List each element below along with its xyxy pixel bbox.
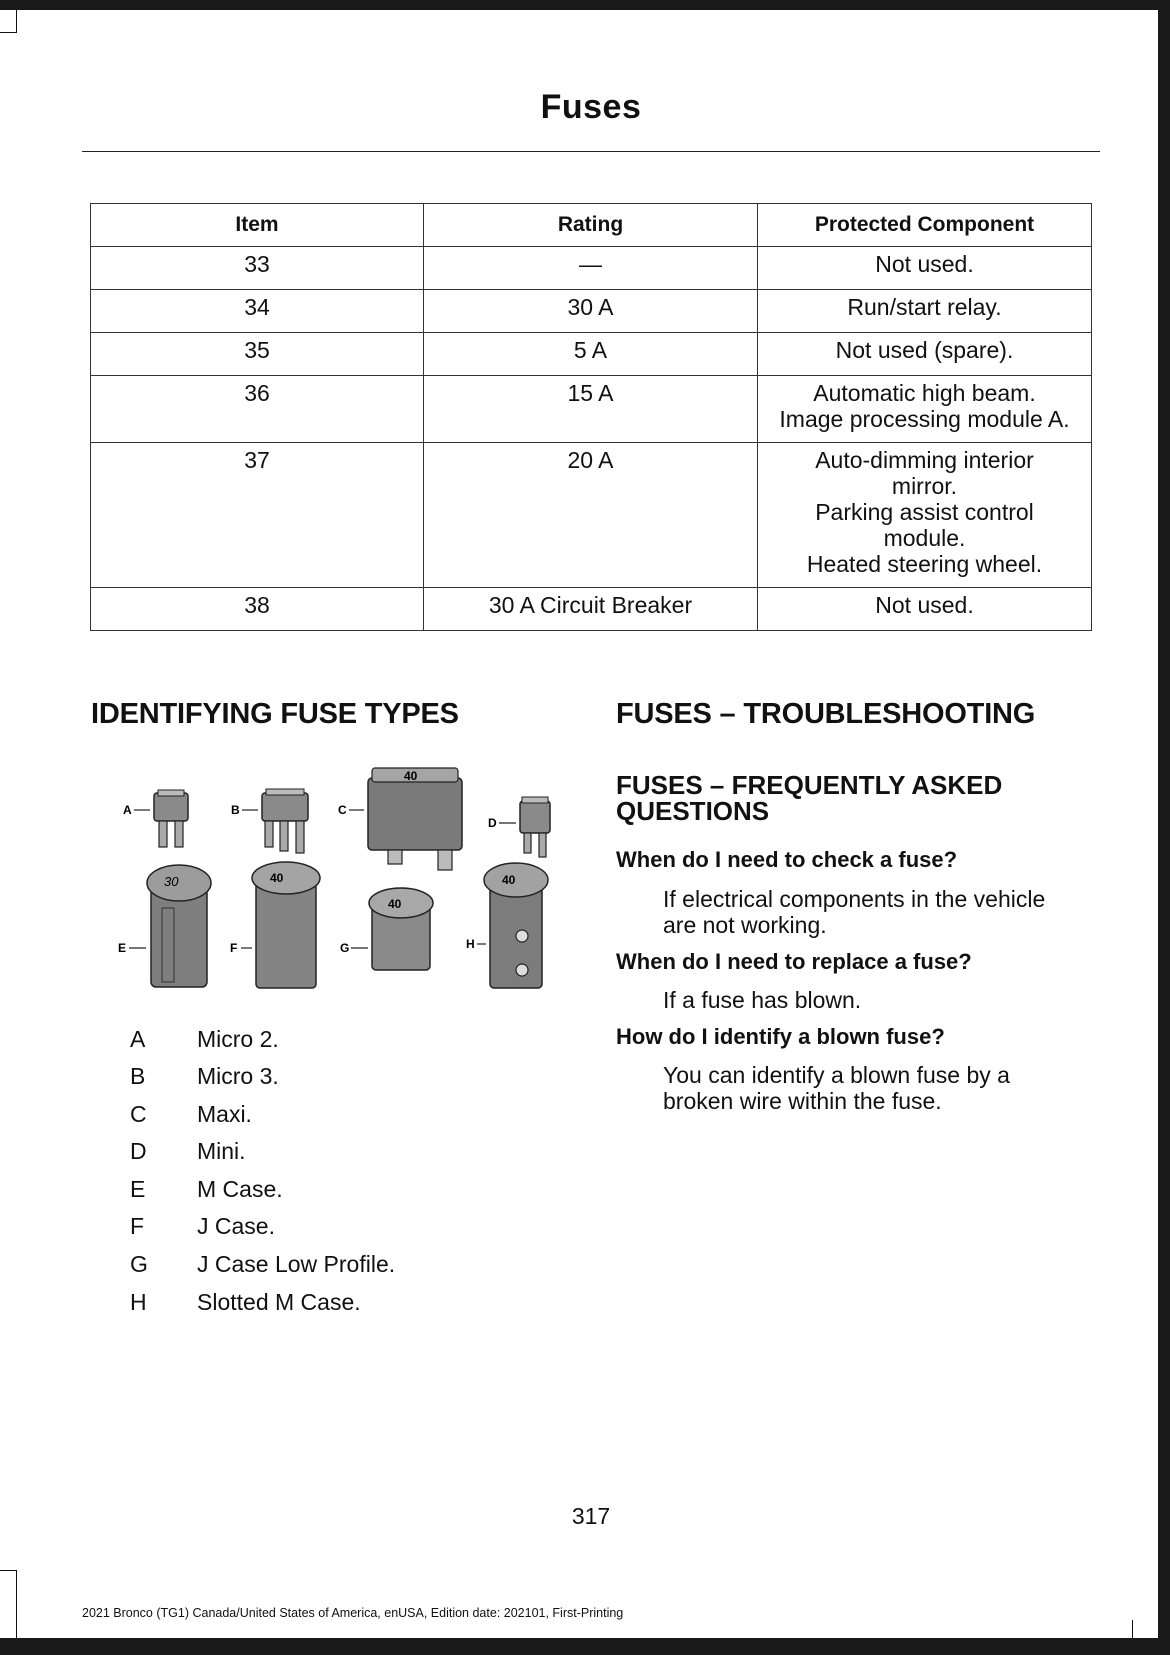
faq-question: When do I need to replace a fuse? — [616, 949, 972, 974]
fuse-mini-figure — [520, 797, 550, 857]
component-line: mirror. — [891, 473, 958, 499]
maxi-rating: 40 — [404, 769, 418, 783]
callout-b: B — [231, 803, 240, 817]
callout-c: C — [338, 803, 347, 817]
cell-rating: 30 A — [424, 290, 758, 333]
page-number: 317 — [571, 1503, 611, 1529]
legend-key: C — [130, 1101, 147, 1127]
slotted-rating: 40 — [502, 873, 516, 887]
fuse-table — [90, 203, 1092, 631]
cell-rating: 15 A — [424, 376, 758, 443]
component-line: module. — [883, 525, 966, 551]
legend-label: J Case. — [197, 1213, 275, 1239]
cell-item: 35 — [91, 333, 424, 376]
legend-key: B — [130, 1063, 146, 1089]
fuse-micro2-figure — [154, 790, 188, 847]
callout-a: A — [123, 803, 132, 817]
component-line: Heated steering wheel. — [806, 551, 1043, 577]
cell-rating: — — [424, 247, 758, 290]
table-row — [91, 588, 1092, 631]
fuse-maxi-figure — [368, 768, 462, 870]
j-case-low-rating: 40 — [388, 897, 402, 911]
faq-answer — [663, 886, 1045, 938]
table-header-row — [91, 204, 1092, 247]
faq-answer-line: You can identify a blown fuse by a — [663, 1062, 1010, 1088]
legend-label: Micro 2. — [197, 1026, 279, 1052]
fuse-j-case-figure — [252, 862, 320, 988]
crop-mark-top-left — [0, 10, 17, 33]
cell-item: 37 — [91, 443, 424, 588]
component-line: Run/start relay. — [847, 294, 1002, 320]
cell-item: 33 — [91, 247, 424, 290]
legend-label: Maxi. — [197, 1101, 252, 1127]
faq-answer — [663, 987, 861, 1013]
manual-page — [0, 10, 1158, 1638]
legend-label: Micro 3. — [197, 1063, 279, 1089]
component-line: Image processing module A. — [779, 406, 1070, 432]
cell-item: 36 — [91, 376, 424, 443]
cell-rating: 30 A Circuit Breaker — [424, 588, 758, 631]
legend-label: M Case. — [197, 1176, 283, 1202]
title-divider — [82, 151, 1100, 152]
faq-heading — [616, 772, 1002, 824]
legend-label: Mini. — [197, 1138, 246, 1164]
component-line: Parking assist control — [815, 499, 1034, 525]
cell-item: 34 — [91, 290, 424, 333]
component-line: Not used. — [875, 251, 974, 277]
faq-question: When do I need to check a fuse? — [616, 847, 958, 872]
fuse-types-illustration — [110, 758, 570, 1003]
cell-component — [758, 247, 1092, 290]
component-line: Not used (spare). — [835, 337, 1014, 363]
legend-key: G — [130, 1251, 148, 1277]
callout-e: E — [118, 941, 127, 955]
cell-rating: 20 A — [424, 443, 758, 588]
crop-mark-bottom-left — [0, 1570, 17, 1639]
troubleshooting-heading: FUSES – TROUBLESHOOTING — [616, 698, 1036, 730]
faq-answer-line: If electrical components in the vehicle — [663, 886, 1046, 912]
callout-g: G — [340, 941, 350, 955]
table-row — [91, 376, 1092, 443]
legend-key: E — [130, 1176, 146, 1202]
callout-d: D — [488, 816, 497, 830]
table-row — [91, 333, 1092, 376]
j-case-rating: 40 — [270, 871, 284, 885]
legend-key: A — [130, 1026, 146, 1052]
cell-component — [758, 376, 1092, 443]
legend-key: H — [130, 1289, 147, 1315]
component-line: Auto-dimming interior — [815, 447, 1034, 473]
legend-key: D — [130, 1138, 147, 1164]
cell-rating: 5 A — [424, 333, 758, 376]
component-line: Not used. — [875, 592, 974, 618]
faq-answer — [663, 1062, 1010, 1114]
column-header-rating: Rating — [424, 204, 758, 247]
legend-label: J Case Low Profile. — [197, 1251, 396, 1277]
faq-heading-line: FUSES – FREQUENTLY ASKED — [616, 770, 1003, 800]
identifying-fuse-types-heading: IDENTIFYING FUSE TYPES — [91, 698, 459, 730]
cell-component — [758, 333, 1092, 376]
callout-h: H — [466, 937, 475, 951]
faq-answer-line: are not working. — [663, 912, 827, 938]
faq-heading-line: QUESTIONS — [616, 796, 770, 826]
column-header-component: Protected Component — [758, 204, 1092, 247]
m-case-rating: 30 — [164, 874, 179, 889]
callout-f: F — [230, 941, 238, 955]
page-title: Fuses — [540, 88, 642, 126]
fuse-micro3-figure — [262, 789, 308, 853]
cell-component — [758, 443, 1092, 588]
edition-footer: 2021 Bronco (TG1) Canada/United States of America, enUSA, Edition date: 202101, First-Printing — [82, 1606, 624, 1620]
legend-key: F — [130, 1213, 145, 1239]
table-row — [91, 290, 1092, 333]
fuse-slotted-m-case-figure — [484, 863, 548, 988]
fuse-m-case-figure — [147, 865, 211, 987]
faq-question: How do I identify a blown fuse? — [616, 1024, 945, 1049]
cell-component — [758, 290, 1092, 333]
cell-component — [758, 588, 1092, 631]
cell-item: 38 — [91, 588, 424, 631]
fuse-j-case-low-profile-figure — [369, 888, 433, 970]
crop-mark-bottom-right — [1132, 1620, 1133, 1638]
faq-answer-line: broken wire within the fuse. — [663, 1088, 942, 1114]
legend-label: Slotted M Case. — [197, 1289, 361, 1315]
table-row — [91, 443, 1092, 588]
column-header-item: Item — [91, 204, 424, 247]
table-row — [91, 247, 1092, 290]
faq-answer-line: If a fuse has blown. — [663, 987, 862, 1013]
component-line: Automatic high beam. — [813, 380, 1036, 406]
